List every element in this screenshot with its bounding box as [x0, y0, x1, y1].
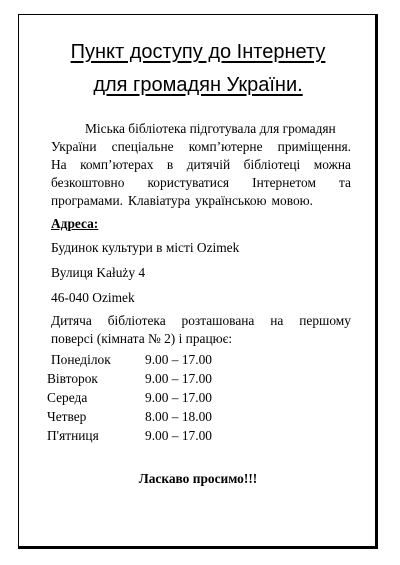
intro-word: для	[259, 121, 280, 136]
address-line-street: Вулиця Kałuży 4	[51, 265, 146, 280]
intro-line	[51, 192, 351, 210]
hours-time: 9.00 – 17.00	[145, 390, 212, 405]
intro-word: На	[51, 157, 67, 172]
intro-word: та	[339, 175, 351, 190]
address-line-venue: Будинок культури в місті Ozimek	[51, 240, 240, 255]
kids-library-word: на	[270, 313, 284, 328]
kids-library-line-1	[51, 312, 351, 330]
hours-day: Понеділок	[51, 352, 111, 367]
intro-word: мовою.	[271, 193, 313, 208]
kids-library-word: розташована	[181, 313, 255, 328]
intro-word: в	[166, 157, 174, 172]
intro-word: безкоштовно	[51, 175, 125, 190]
intro-word: Міська	[85, 121, 125, 136]
intro-paragraph	[51, 120, 351, 210]
hours-day: Вівторок	[47, 371, 98, 386]
kids-library-word: Дитяча	[51, 313, 92, 328]
hours-time: 8.00 – 18.00	[145, 409, 212, 424]
intro-word: бібліотеці	[243, 157, 301, 172]
hours-day: Середа	[47, 390, 88, 405]
welcome-text: Ласкаво просимо!!!	[138, 471, 258, 486]
intro-word: бібліотека	[128, 121, 187, 136]
intro-word: України	[51, 139, 97, 154]
intro-line	[51, 138, 351, 156]
hours-day: П'ятниця	[47, 428, 99, 443]
kids-library-word: першому	[299, 313, 351, 328]
address-heading: Адреса:	[51, 216, 99, 231]
intro-word: приміщення.	[277, 139, 351, 154]
title-line-2: для громадян України.	[93, 74, 303, 96]
intro-word: підготувала	[189, 121, 257, 136]
intro-word: можна	[313, 157, 351, 172]
intro-word: дитячій	[186, 157, 231, 172]
intro-word: громадян	[282, 121, 336, 136]
hours-time: 9.00 – 17.00	[145, 428, 212, 443]
intro-line	[51, 156, 351, 174]
hours-time: 9.00 – 17.00	[145, 371, 212, 386]
intro-word: комп’ютерах	[80, 157, 154, 172]
intro-word: спеціальне	[111, 139, 174, 154]
hours-time: 9.00 – 17.00	[145, 352, 212, 367]
kids-library-word: бібліотека	[107, 313, 166, 328]
address-line-postcode: 46-040 Ozimek	[51, 290, 135, 305]
intro-word: Клавіатура	[128, 193, 191, 208]
title-line-1: Пункт доступу до Інтернету	[70, 41, 326, 63]
intro-word: Інтернетом	[252, 175, 316, 190]
kids-library-line-2: поверсі (кімната № 2) і працює:	[51, 331, 233, 346]
intro-word: українською	[195, 193, 267, 208]
intro-word: користуватися	[147, 175, 230, 190]
hours-day: Четвер	[47, 409, 87, 424]
intro-line	[51, 120, 351, 138]
intro-word: програмами.	[51, 193, 124, 208]
intro-word: комп’ютерне	[188, 139, 263, 154]
intro-line	[51, 174, 351, 192]
